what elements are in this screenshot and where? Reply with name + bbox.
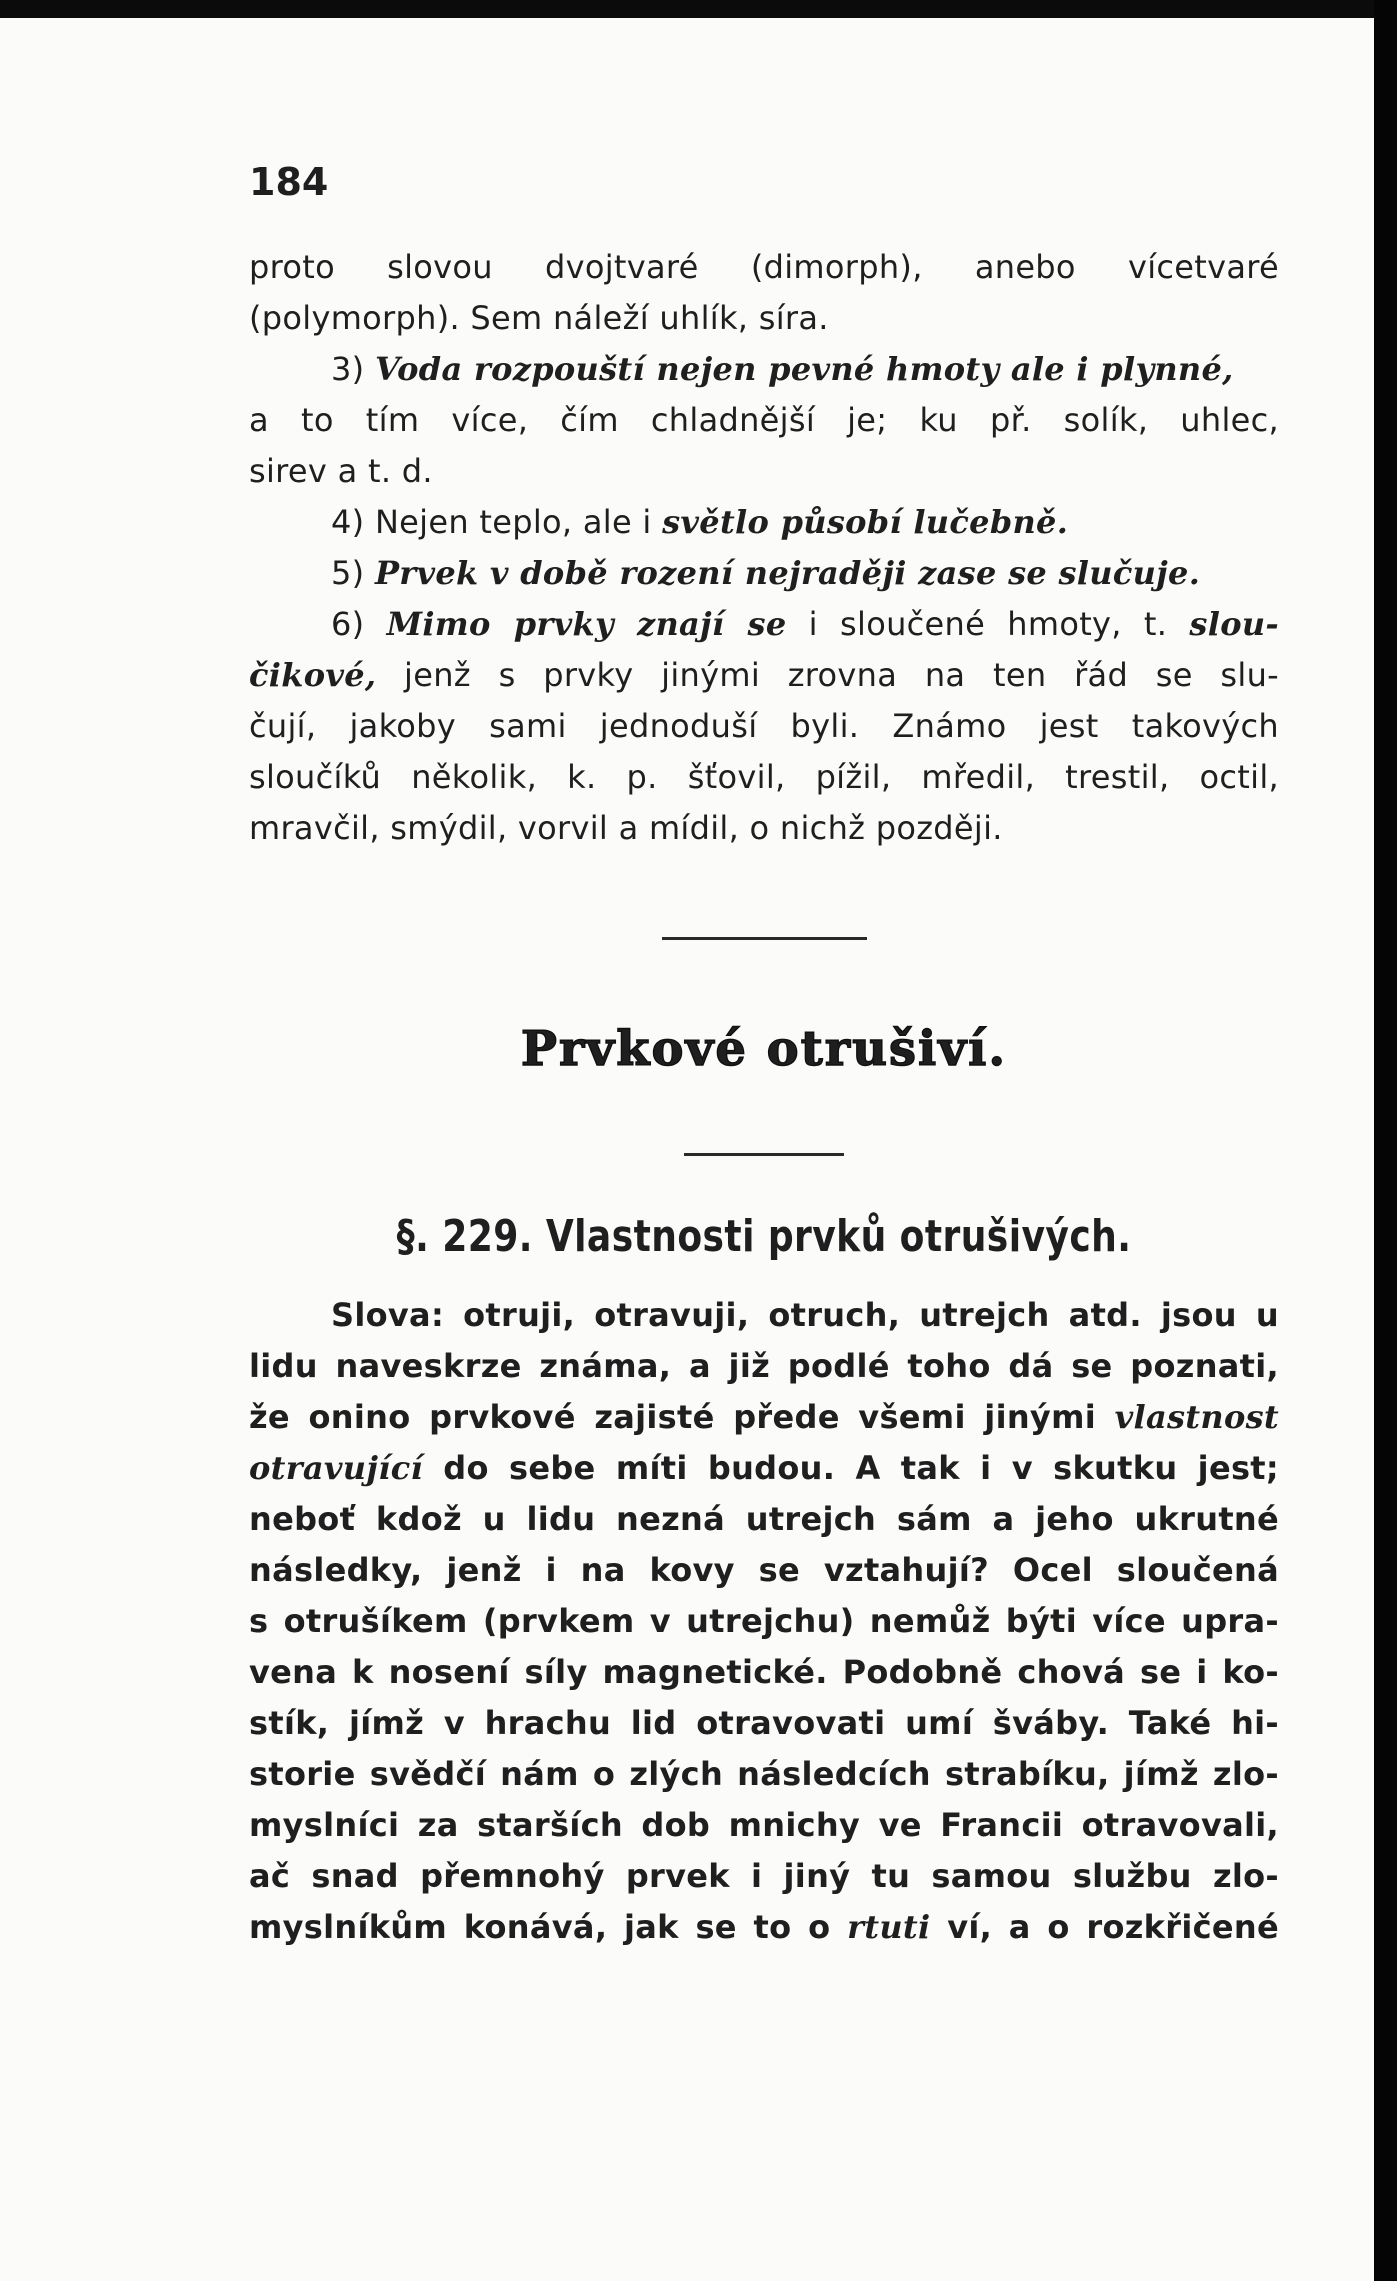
text-line (249, 1902, 1279, 1953)
text-line: neboť kdož u lidu nezná utrejch sám a jeho ukrutné (249, 1500, 1279, 1539)
item-number: 4) (331, 502, 365, 541)
list-item-3 (249, 344, 1279, 395)
text-line (249, 1392, 1279, 1443)
item-text: Nejen teplo, ale i (374, 502, 652, 541)
item-text: ví, a o rozkřičené (947, 1908, 1279, 1947)
text-line: sirev a t. d. (249, 451, 433, 490)
item-text: že onino prvkové zajisté přede všemi jinými (249, 1398, 1096, 1437)
text-line: čují, jakoby sami jednoduší byli. Známo jest takových (249, 706, 1279, 745)
list-item-5 (249, 548, 1279, 599)
text-line: (polymorph). Sem náleží uhlík, síra. (249, 298, 829, 337)
item-text: do sebe míti budou. A tak i v skutku jest; (443, 1449, 1279, 1488)
text-line: následky, jenž i na kovy se vztahují? Ocel sloučená (249, 1551, 1279, 1590)
italic-text: otravující (249, 1449, 423, 1488)
divider-rule (684, 1153, 844, 1156)
item-text: myslníkům konává, jak se to o (249, 1908, 831, 1947)
text-line: storie svědčí nám o zlých následcích strabíku, jímž zlo- (249, 1755, 1279, 1794)
section-title: §. 229. Vlastnosti prvků otrušivých. (396, 1211, 1132, 1263)
italic-text: Voda rozpouští nejen pevné hmoty ale i plynné, (374, 349, 1234, 388)
text-line: proto slovou dvojtvaré (dimorph), anebo vícetvaré (249, 247, 1279, 286)
item-text: jenž s prvky jinými zrovna na ten řád se slu- (404, 655, 1279, 694)
page-number: 184 (249, 160, 329, 204)
chapter-heading: Prvkové otrušiví. (520, 1020, 1008, 1077)
item-number: 6) (331, 604, 365, 643)
italic-text: světlo působí lučebně. (662, 502, 1069, 541)
text-line: myslníci za starších dob mnichy ve Francii otravovali, (249, 1806, 1279, 1845)
text-line: mravčil, smýdil, vorvil a mídil, o nichž později. (249, 808, 1003, 847)
item-text: i sloučené hmoty, t. (808, 604, 1168, 643)
list-item-6 (249, 599, 1279, 650)
text-line: ač snad přemnohý prvek i jiný tu samou službu zlo- (249, 1857, 1279, 1896)
text-line: lidu naveskrze známa, a již podlé toho dá se poznati, (249, 1347, 1279, 1386)
page-content (249, 160, 1279, 1953)
italic-text: čikové, (249, 655, 377, 694)
text-line: a to tím více, čím chladnější je; ku př. solík, uhlec, (249, 400, 1279, 439)
italic-text: Mimo prvky znají se (386, 604, 787, 643)
italic-text: slou- (1189, 604, 1279, 643)
scan-edge (1374, 0, 1397, 2281)
item-number: 5) (331, 553, 365, 592)
italic-text: vlastnost (1114, 1398, 1279, 1437)
text-line (249, 650, 1279, 701)
text-line: sloučíků několik, k. p. šťovil, pížil, mředil, trestil, octil, (249, 757, 1279, 796)
italic-text: Prvek v době rození nejraději zase se slučuje. (374, 553, 1201, 592)
text-line: stík, jímž v hrachu lid otravovati umí šváby. Také hi- (249, 1704, 1279, 1743)
divider-rule (662, 937, 867, 940)
text-line: vena k nosení síly magnetické. Podobně chová se i ko- (249, 1653, 1279, 1692)
list-item-4 (249, 497, 1279, 548)
italic-text: rtuti (847, 1908, 931, 1947)
text-line: Slova: otruji, otravuji, otruch, utrejch atd. jsou u (331, 1296, 1279, 1335)
text-line (249, 1443, 1279, 1494)
item-number: 3) (331, 349, 365, 388)
text-line: s otrušíkem (prvkem v utrejchu) nemůž býti více uprа- (249, 1602, 1279, 1641)
